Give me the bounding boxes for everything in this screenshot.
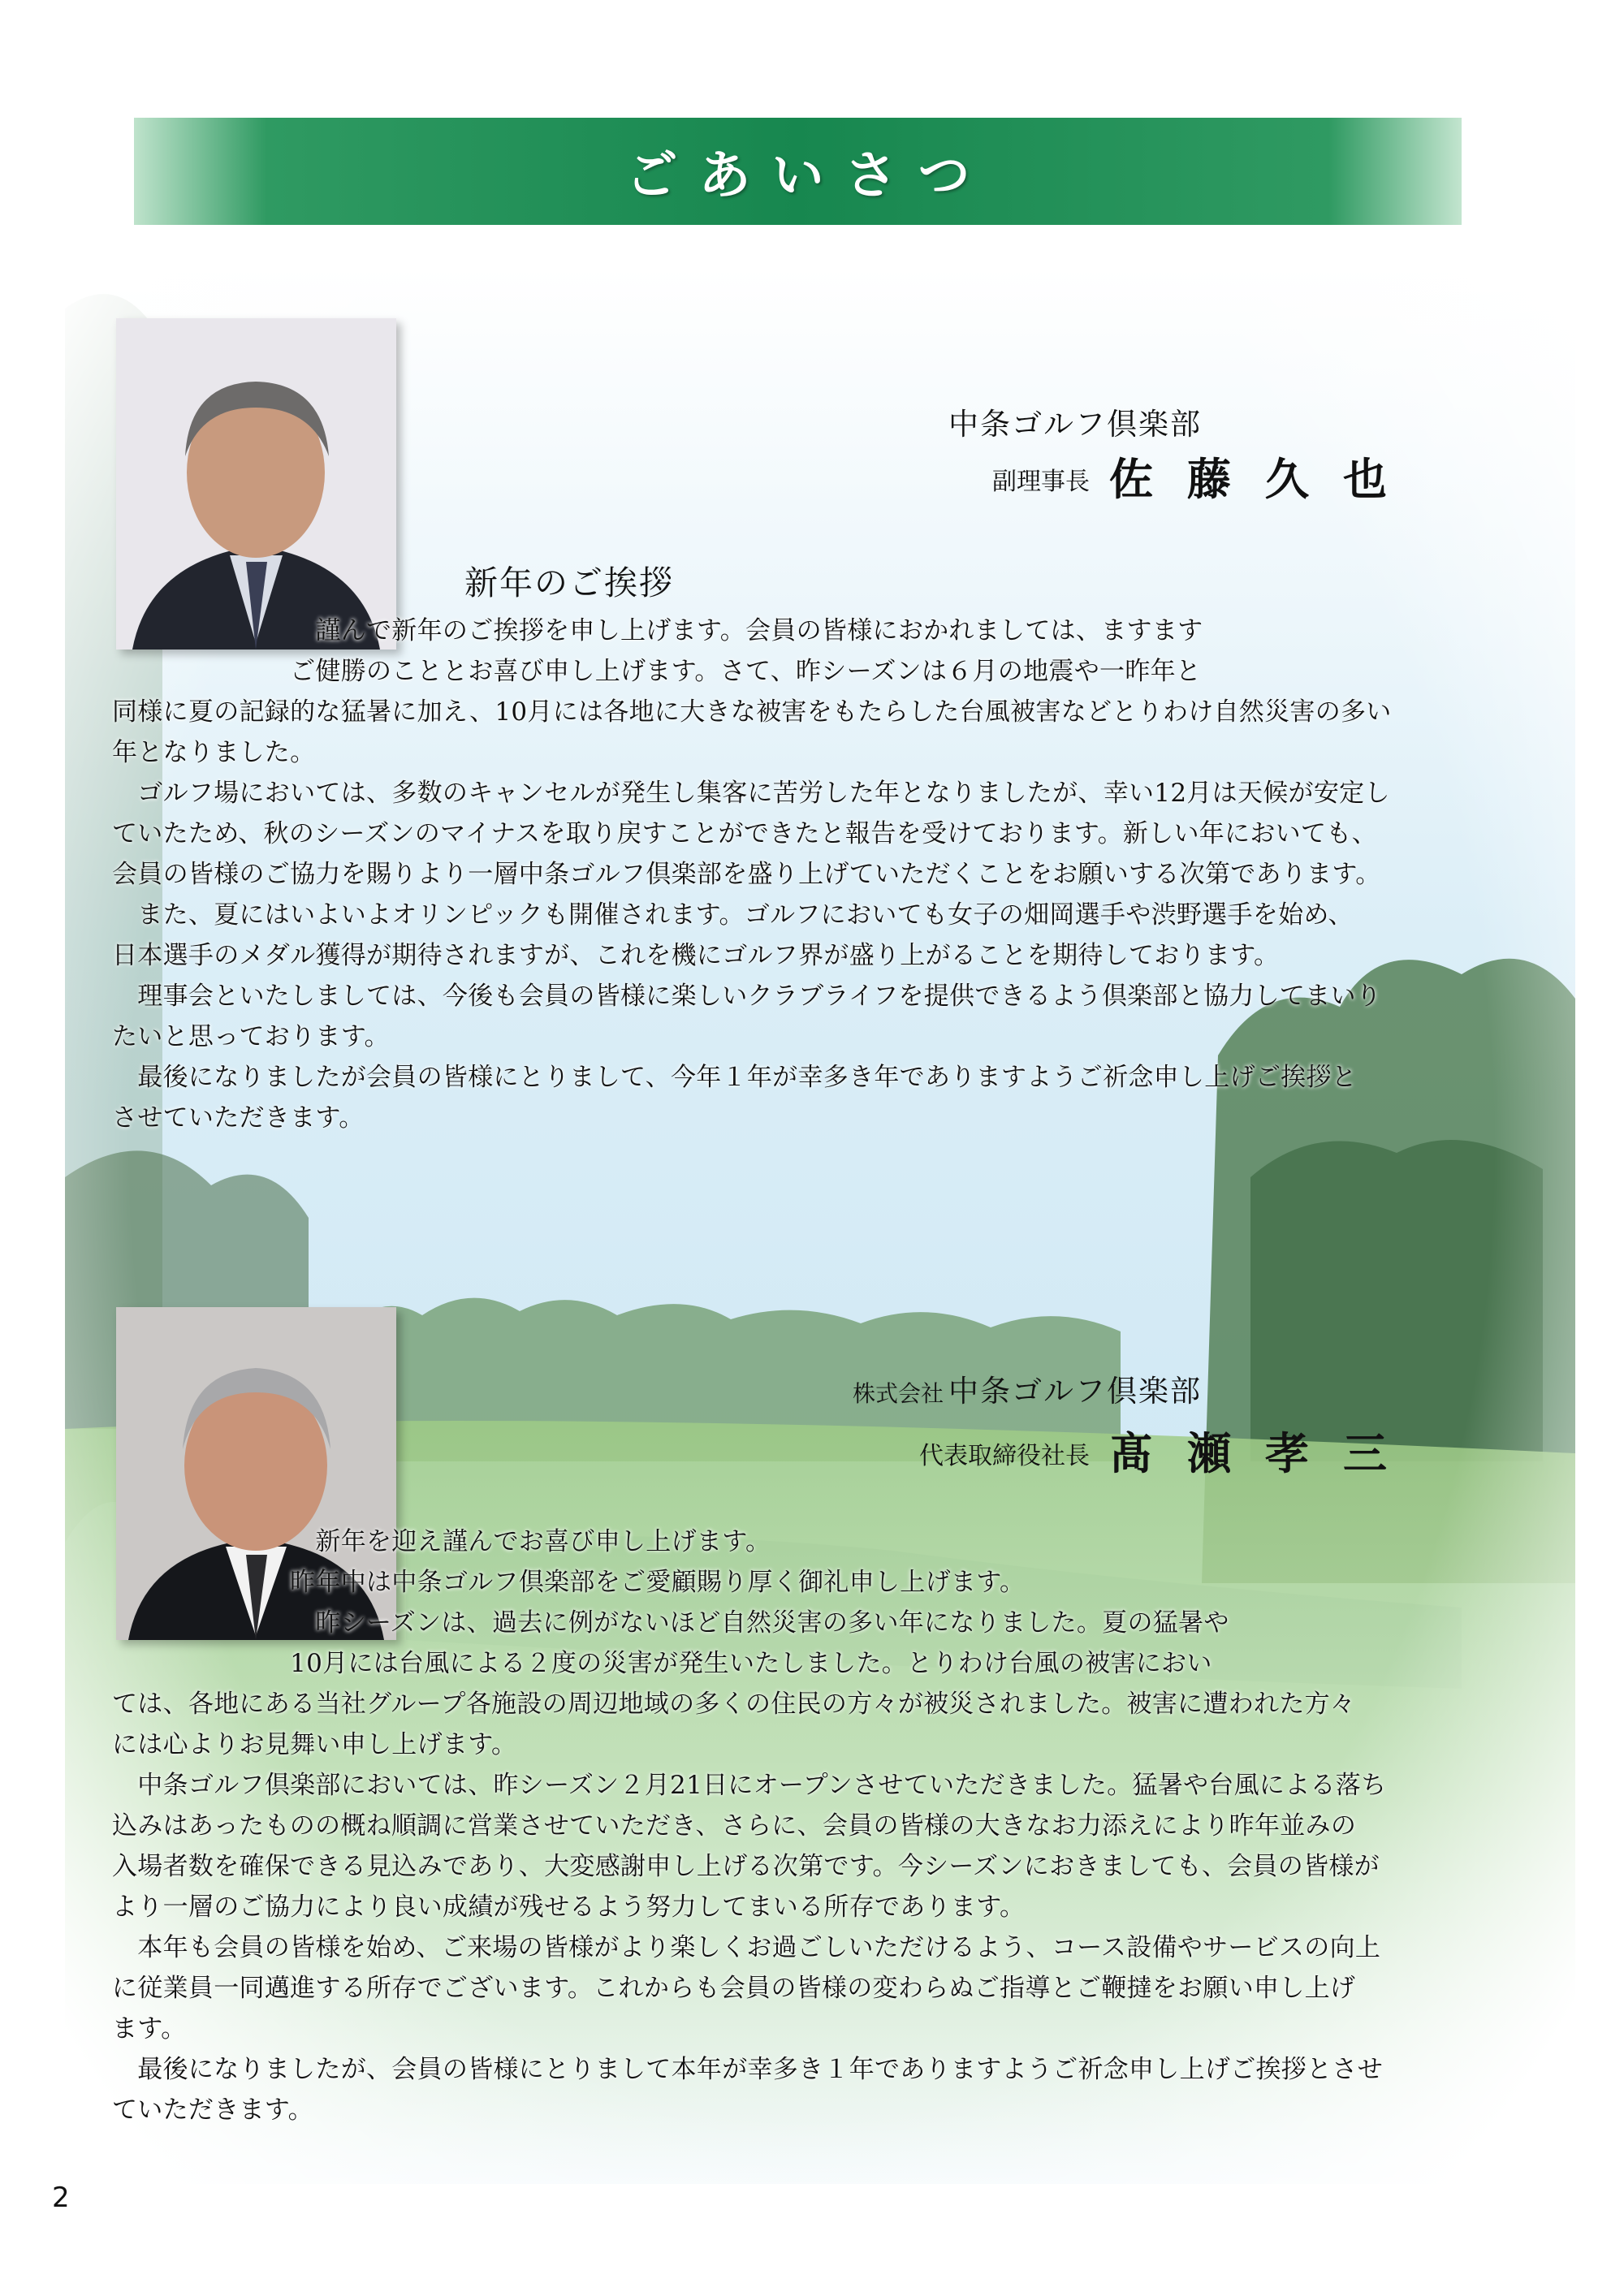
greeting-body-2: 新年を迎え謹んでお喜び申し上げます。 昨年中は中条ゴルフ倶楽部をご愛顧賜り厚く御礼申し上げます。 昨シーズンは、過去に例がないほど自然災害の多い年になりました。夏の猛暑や 10月には台風による２度の災害が発生いたしました。とりわけ台風の被害におい ては、各地にある当社グループ各施設の周辺地域の多くの住民の方々が被災されました。被害に遭われた方々 には心よりお見舞い申し上げます。 中条ゴルフ倶楽部においては、昨シーズン２月21日にオープンさせていただきました。猛暑や台風による落ち 込みはあったものの概ね順調に営業させていただき、さらに、会員の皆様の大きなお力添えにより昨年並みの 入場者数を確保できる見込みであり、大変感謝申し上げる次第です。今シーズンにおきましても、会員の皆様が より一層のご協力により良い成績が残せるよう努力してまいる所存であります。 本年も会員の皆様を始め、ご来場の皆様がより楽しくお過ごしいただけるよう、コース設備やサービスの向上 に従業員一同邁進する所存でございます。これからも会員の皆様の変わらぬご指導とご鞭撻をお願い申し上げ ます。 最後になりましたが、会員の皆様にとりまして本年が幸多き１年でありますようご祈念申し上げご挨拶とさせ ていただきます。: [112, 1527, 1387, 2125]
signer-name-1: 佐藤久也: [1109, 453, 1421, 505]
signature-organization-1: 中条ゴルフ倶楽部: [948, 407, 1202, 442]
page-number: 2: [52, 2182, 70, 2214]
signature-name-2: 代表取締役社長 髙瀬孝三: [919, 1427, 1421, 1479]
portrait-vice-chairman: [116, 318, 396, 650]
title-banner: [134, 118, 1462, 225]
greeting-heading: 新年のご挨拶: [464, 563, 674, 602]
signer-name-2: 髙瀬孝三: [1109, 1427, 1421, 1479]
greeting-body-1: 謹んで新年のご挨拶を申し上げます。会員の皆様におかれましては、ますます ご健勝のこととお喜び申し上げます。さて、昨シーズンは６月の地震や一昨年と 同様に夏の記録的な猛暑に加え、10月には各地に大きな被害をもたらした台風被害などとりわけ自然災害の多い 年となりました。 ゴルフ場においては、多数のキャンセルが発生し集客に苦労した年となりましたが、幸い12月は天候が安定し ていたため、秋のシーズンのマイナスを取り戻すことができたと報告を受けております。新しい年においても、 会員の皆様のご協力を賜りより一層中条ゴルフ倶楽部を盛り上げていただくことをお願いする次第であります。 また、夏にはいよいよオリンピックも開催されます。ゴルフにおいても女子の畑岡選手や渋野選手を始め、 日本選手のメダル獲得が期待されますが、これを機にゴルフ界が盛り上がることを期待しております。 理事会といたしましては、今後も会員の皆様に楽しいクラブライフを提供できるよう倶楽部と協力してまいり たいと思っております。 最後になりましたが会員の皆様にとりまして、今年１年が幸多き年でありますようご祈念申し上げご挨拶と させていただきます。: [112, 616, 1392, 1133]
signature-name-1: 副理事長 佐藤久也: [992, 453, 1421, 505]
banner-title: ごあいさつ: [625, 146, 991, 206]
signature-organization-2: 株式会社 中条ゴルフ倶楽部: [852, 1374, 1202, 1409]
